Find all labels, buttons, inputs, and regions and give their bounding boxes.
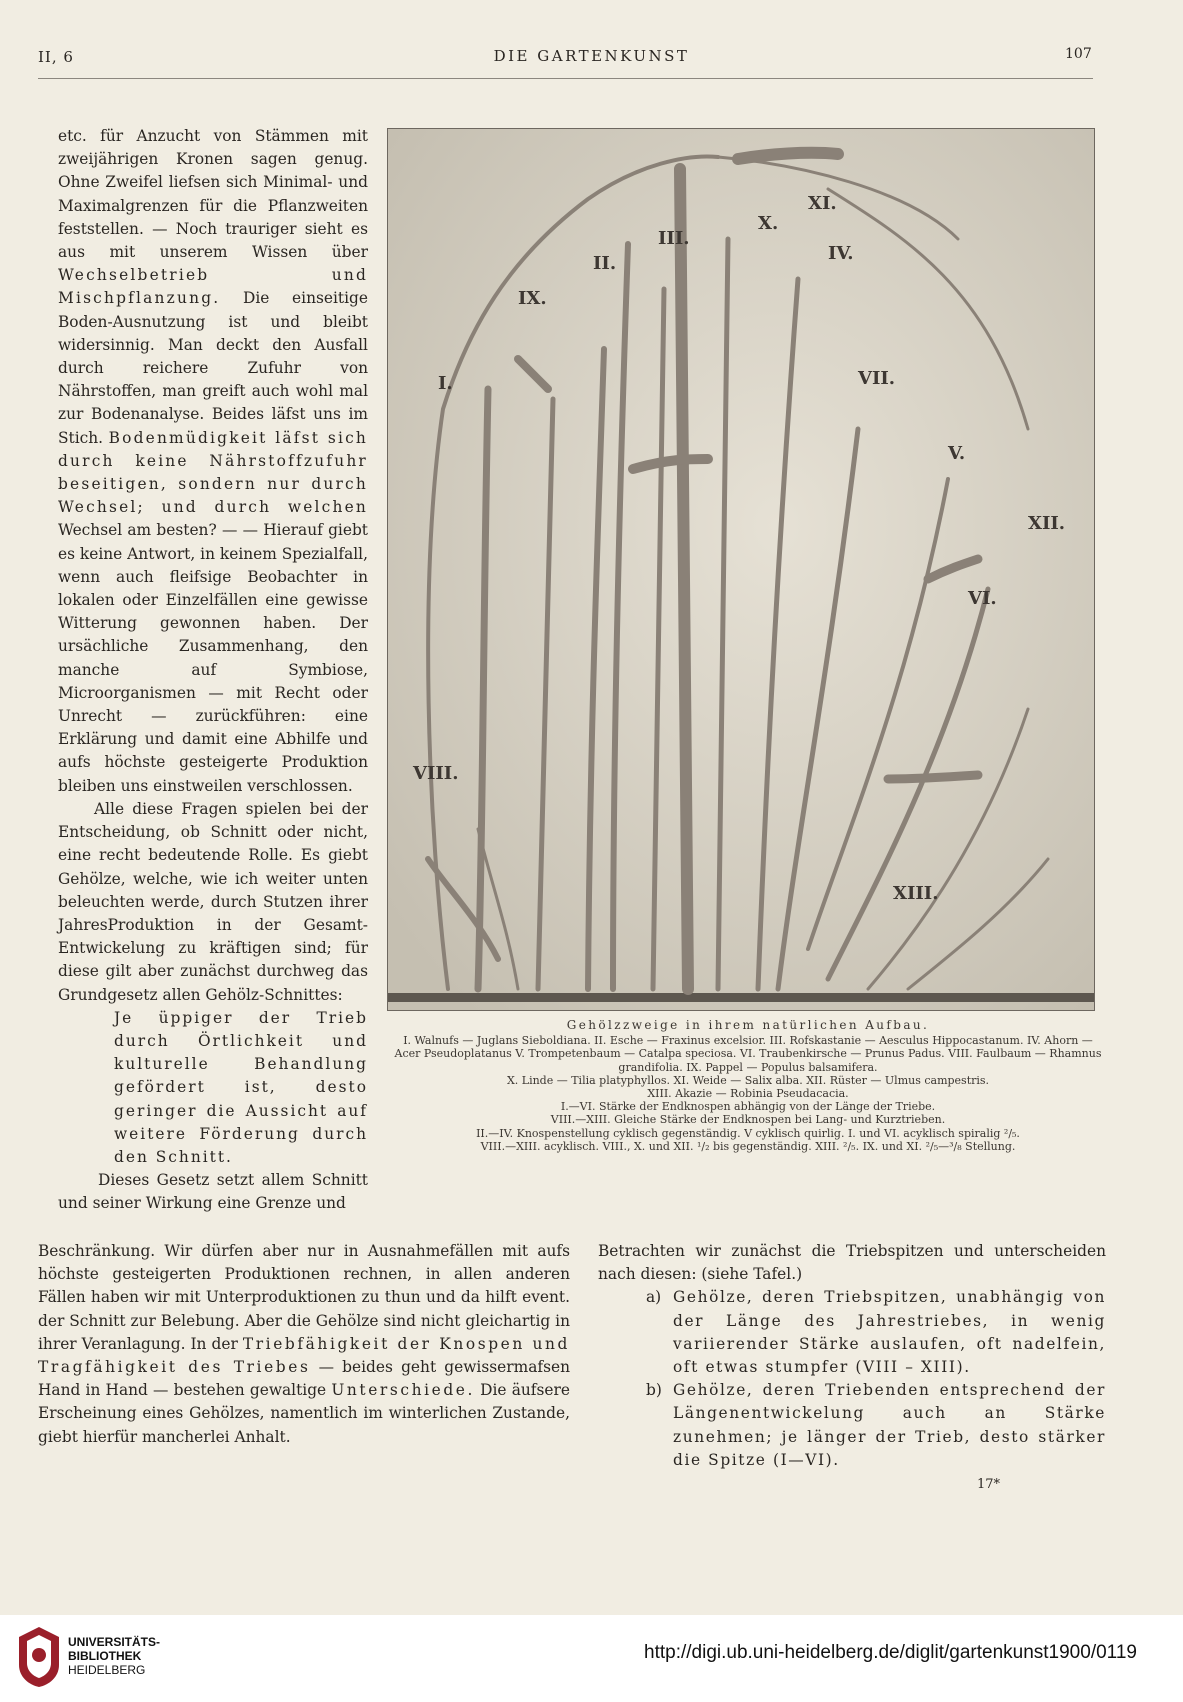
source-url-link[interactable]: http://digi.ub.uni-heidelberg.de/diglit/gartenkunst1900/0119 [644,1642,1137,1663]
spaced-emphasis: Triebfähigkeit der Knospen und Tragfähigkeit des Triebes [38,1334,570,1377]
label-v: V. [948,443,966,464]
label-vii: VII. [858,368,896,389]
twig-illustration [388,129,1094,1010]
bottom-left-text [38,1240,570,1449]
university-seal-icon [17,1625,61,1689]
twig-iii [680,169,688,989]
journal-title: DIE GARTENKUNST [493,47,690,65]
signature-mark: 17* [977,1477,1001,1492]
label-xiii: XIII. [893,883,939,904]
label-vi: VI. [968,588,997,609]
left-text-column [58,125,368,1216]
caption-line: I. Walnufs — Juglans Sieboldiana. II. Esche — Fraxinus excelsior. III. Rofskastanie — Aesculus Hippocastanum. IV. Ahorn — Acer Pseudoplatanus V. Trompetenbaum — Catalpa speciosa. VI. Traubenkirsche — Prunus Padus. VIII. Faulbaum — Rhamnus grandifolia. IX. Pappel — Populus balsamifera. [394,1034,1102,1074]
institution-name: UNIVERSITÄTS- BIBLIOTHEK HEIDELBERG [68,1635,161,1677]
list-marker: b) [646,1381,662,1400]
figure-photo-twigs [387,128,1095,1011]
label-iii: III. [658,228,690,249]
digitization-footer [0,1615,1183,1702]
header-rule [38,78,1093,79]
label-iv: IV. [828,243,854,264]
caption-line: VIII.—XIII. Gleiche Stärke der Endknospen bei Lang- und Kurztrieben. [550,1113,946,1127]
paragraph: Alle diese Fragen spielen bei der Entscheidung, ob Schnitt oder nicht, eine recht bedeutende Rolle. Es giebt Gehölze, welche, wie ich weiter unten beleuchten werde, durch Stutzen ihrer JahresProduktion in der Gesamt-Entwickelung zu kräftigen sind; für diese gilt aber zunächst durchweg das Grundgesetz allen Gehölz-Schnittes: [58,799,368,1004]
spaced-emphasis: Unterschiede. [331,1381,475,1400]
page-number: 107 [1065,46,1092,62]
right-text-column [598,1240,1106,1472]
label-ii: II. [593,253,617,274]
caption-line: XIII. Akazie — Robinia Pseudacacia. [647,1087,849,1101]
label-ix: IX. [518,288,547,309]
paragraph: Betrachten wir zunächst die Triebspitzen und unterscheiden nach diesen: (siehe Tafel.) [598,1242,1106,1284]
label-x: X. [758,213,779,234]
caption-line: I.—VI. Stärke der Endknospen abhängig von der Länge der Triebe. [560,1100,936,1114]
running-head-section: II, 6 [38,48,74,66]
paragraph: etc. für Anzucht von Stämmen mit zweijährigen Kronen sagen genug. Ohne Zweifel liefsen sich Minimal- und Maximalgrenzen für die Pflanzweiten feststellen. — Noch trauriger sieht es aus mit unserem Wissen über Wechselbetrieb und Mischpflanzung. Die einseitige Boden-Ausnutzung ist und bleibt widersinnig. Man deckt den Ausfall durch reichere Zufuhr von Nährstoffen, man greift auch wohl mal zur Bodenanalyse. Beides läfst uns im Stich. Bodenmüdigkeit läfst sich durch keine Nährstoffzufuhr beseitigen, sondern nur durch Wechsel; und durch welchen Wechsel am besten? — — Hierauf giebt es keine Antwort, in keinem Spezialfall, wenn auch fleifsige Beobachter in lokalen oder Einzelfällen eine gewisse Witterung gewonnen haben. Der ursächliche Zusammenhang, den manche auf Symbiose, Microorganismen — mit Recht oder Unrecht — zurückführen: eine Erklärung und damit eine Abhilfe und aufs höchste gesteigerte Produktion bleiben uns einstweilen verschlossen. [58,127,368,795]
list-item-text: Gehölze, deren Triebenden entsprechend der Längenentwickelung auch an Stärke zunehmen; je länger der Trieb, desto stärker die Spitze (I—VI). [673,1381,1106,1469]
base-board [388,993,1094,1002]
caption-title: Gehölzzweige in ihrem natürlichen Aufbau. [566,1018,930,1032]
photo-background [388,129,1094,1010]
spaced-emphasis: Wechselbetrieb und Mischpflanzung. [58,266,368,308]
label-xi: XI. [808,193,837,214]
paragraph: Dieses Gesetz setzt allem Schnitt und seiner Wirkung eine Grenze und [58,1171,368,1213]
twig-vi-stub [888,775,978,779]
caption-line: II.—IV. Knospenstellung cyklisch gegenständig. V cyklisch quirlig. I. und VI. acyklisch spiralig ²/₅. [476,1126,1020,1140]
twig-xi-stub [738,153,838,159]
label-viii: VIII. [413,763,459,784]
list-item [598,1286,1106,1379]
list-item [598,1379,1106,1472]
caption-line: X. Linde — Tilia platyphyllos. XI. Weide — Salix alba. XII. Rüster — Ulmus campestris. [506,1073,990,1087]
list-item-text: Gehölze, deren Triebspitzen, unabhängig von der Länge des Jahrestriebes, in wenig variierender Stärke auslaufen, oft nadelfein, oft etwas stumpfer (VIII – XIII). [673,1288,1106,1377]
spaced-emphasis: Bodenmüdigkeit läfst sich durch keine Nährstoffzufuhr beseitigen, sondern nur durch Wechsel; und durch welchen [58,428,368,517]
label-i: I. [438,373,453,394]
caption-line: VIII.—XIII. acyklisch. VIII., X. und XII. ¹/₂ bis gegenständig. XIII. ²/₅. IX. und XI. ²/₅—³/₈ Stellung. [480,1139,1016,1153]
label-xii: XII. [1028,513,1066,534]
paragraph: Beschränkung. Wir dürfen aber nur in Ausnahmefällen mit aufs höchste gesteigerten Produktionen rechnen, in allen anderen Fällen haben wir mit Unterproduktionen zu thun und da hilft event. der Schnitt zur Belebung. Aber die Gehölze sind nicht gleichartig in ihrer Veranlagung. In der Triebfähigkeit der Knospen und Tragfähigkeit des Triebes — beides geht gewissermafsen Hand in Hand — bestehen gewaltige Unterschiede. Die äufsere Erscheinung eines Gehölzes, namentlich im winterlichen Zustande, giebt hierfür mancherlei Anhalt. [38,1242,570,1446]
list-marker: a) [646,1288,662,1307]
law-statement: Je üppiger der Trieb durch Örtlichkeit und kulturelle Behandlung gefördert ist, desto geringer die Aussicht auf weitere Förderung durch den Schnitt. [114,1008,368,1166]
figure-caption [390,1019,1106,1153]
